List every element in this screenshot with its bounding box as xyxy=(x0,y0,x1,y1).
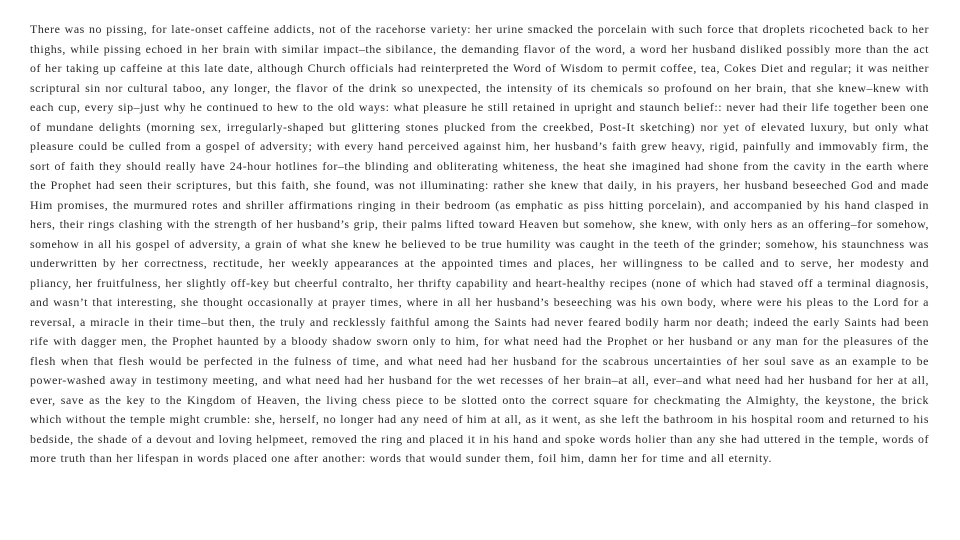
document-page xyxy=(30,20,929,469)
body-paragraph: There was no pissing, for late-onset caffeine addicts, not of the racehorse variety: her urine smacked the porcelain with such force that droplets ricocheted back to her thighs, while pissing echoed in her brain with similar impact–the sibilance, the demanding flavor of the word, a word her husband disliked possibly more than the act of her taking up caffeine at this late date, although Church officials had reinterpreted the Word of Wisdom to permit coffee, tea, Cokes Diet and regular; it was neither scriptural sin nor cultural taboo, any longer, the flavor of the drink so unexpected, the intensity of its chemicals so profound on her brain, that she knew–knew with each cup, every sip–just why he continued to hew to the old ways: what pleasure he still retained in upright and staunch belief:: never had their life together been one of mundane delights (morning sex, irregularly-shaped but glittering stones plucked from the creekbed, Post-It sketching) nor yet of elevated luxury, but only what pleasure could be culled from a gospel of adversity; with every hand perceived against him, her husband’s faith grew heavy, rigid, painfully and immovably firm, the sort of faith they should really have 24-hour hotlines for–the blinding and obliterating whiteness, the heat she imagined had shone from the cavity in the earth where the Prophet had seen their scriptures, but this faith, she found, was not illuminating: rather she knew that daily, in his prayers, her husband beseeched God and made Him promises, the murmured rotes and shriller affirmations ringing in their bedroom (as emphatic as piss hitting porcelain), and accompanied by his hand clasped in hers, their rings clashing with the strength of her husband’s grip, their palms lifted toward Heaven but somehow, she knew, with only hers as an offering–for somehow, somehow in all his gospel of adversity, a grain of what she knew he believed to be true humility was caught in the teeth of the grinder; somehow, his staunchness was underwritten by her correctness, rectitude, her weekly appearances at the appointed times and places, her willingness to be called and to serve, her modesty and pliancy, her fruitfulness, her slightly off-key but cheerful contralto, her thrifty capability and heart-healthy recipes (none of which had staved off a terminal diagnosis, and wasn’t that interesting, she thought occasionally at prayer times, where in all her husband’s beseeching was his own body, where were his pleas to the Lord for a reversal, a miracle in their time–but then, the truly and recklessly faithful among the Saints had never feared bodily harm nor death; indeed the early Saints had been rife with dagger men, the Prophet haunted by a bloody shadow sworn only to him, for what need had the Prophet or her husband or any man for the pleasures of the flesh when that flesh would be perfected in the fulness of time, and what need had her husband for the scabrous uncertainties of her soul save as an example to be power-washed away in testimony meeting, and what need had her husband for the wet recesses of her brain–at all, ever–and what need had her husband for her at all, ever, save as the key to the Kingdom of Heaven, the living chess piece to be slotted onto the correct square for checkmating the Almighty, the keystone, the brick which without the temple might crumble: she, herself, no longer had any need of him at all, as it went, as she left the bathroom in his hospital room and returned to his bedside, the shade of a devout and loving helpmeet, removed the ring and placed it in his hand and spoke words holier than any she had uttered in the temple, words of more truth than her lifespan in words placed one after another: words that would sunder them, foil him, damn her for time and all eternity. xyxy=(30,22,929,465)
